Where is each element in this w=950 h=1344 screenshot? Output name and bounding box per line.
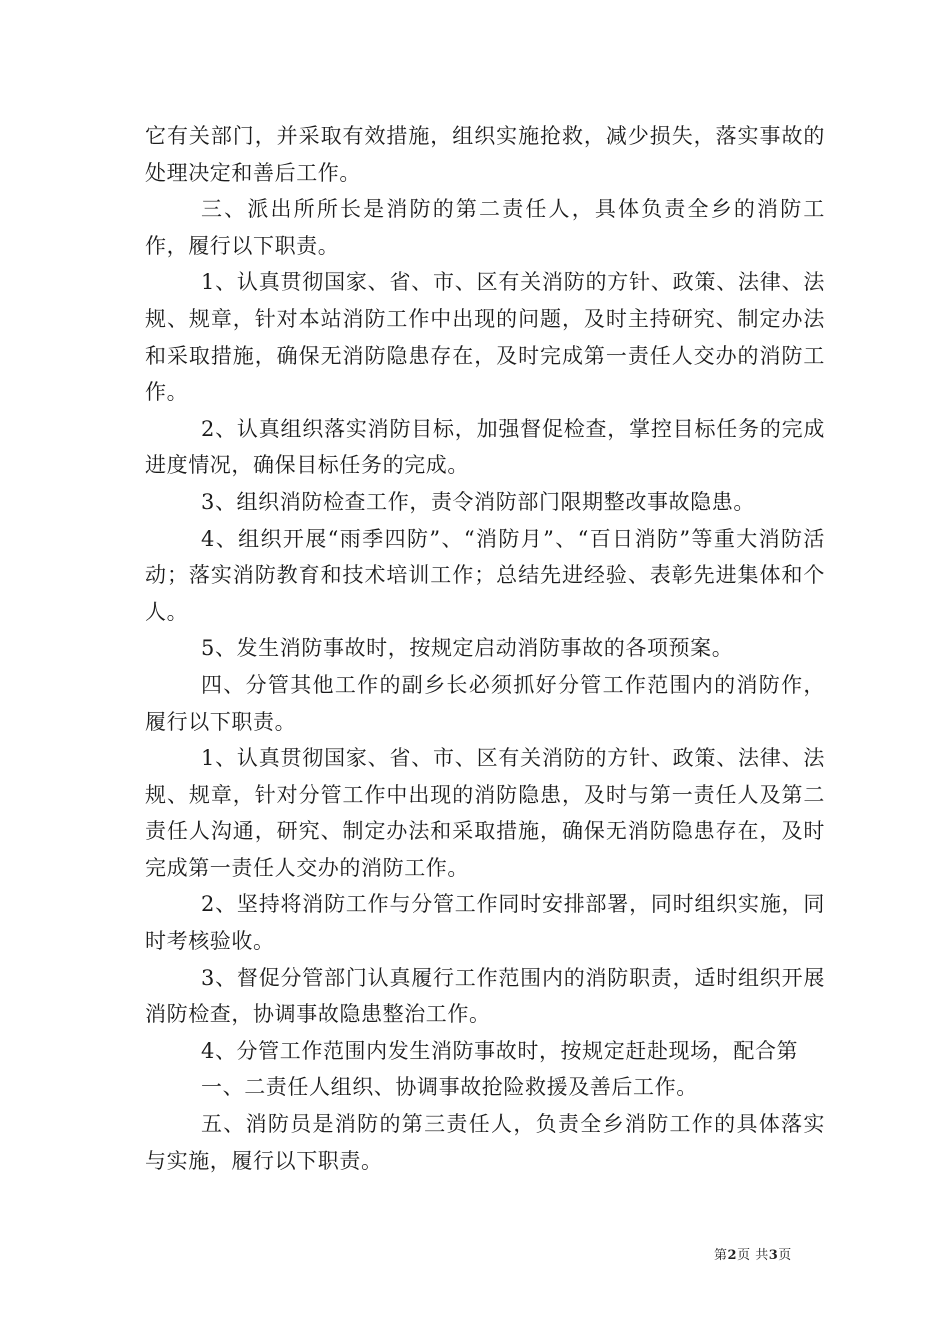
paragraph: 三、派出所所长是消防的第二责任人，具体负责全乡的消防工作，履行以下职责。 [145,197,825,258]
paragraph: 2、认真组织落实消防目标，加强督促检查，掌控目标任务的完成进度情况，确保目标任务的完成。 [145,416,825,478]
paragraph: 5、发生消防事故时，按规定启动消防事故的各项预案。 [201,636,734,661]
paragraph: 一、二责任人组织、协调事故抢险救援及善后工作。 [201,1075,698,1100]
footer-middle: 页 共 [737,1248,769,1263]
paragraph: 4、组织开展“雨季四防”、“消防月”、“百日消防”等重大消防活动；落实消防教育和技术培训工作；总结先进经验、表彰先进集体和个人。 [145,526,825,624]
paragraph: 3、督促分管部门认真履行工作范围内的消防职责，适时组织开展消防检查，协调事故隐患整治工作。 [145,965,825,1027]
paragraph: 五、消防员是消防的第三责任人，负责全乡消防工作的具体落实与实施，履行以下职责。 [145,1112,825,1173]
footer-prefix: 第 [714,1248,728,1263]
paragraph: 3、组织消防检查工作，责令消防部门限期整改事故隐患。 [201,489,755,514]
paragraph: 四、分管其他工作的副乡长必须抓好分管工作范围内的消防作，履行以下职责。 [145,672,825,734]
paragraph: 1、认真贯彻国家、省、市、区有关消防的方针、政策、法律、法规、规章，针对本站消防工作中出现的问题，及时主持研究、制定办法和采取措施，确保无消防隐患存在，及时完成第一责任人交办的消防工作。 [145,270,825,405]
paragraph: 4、分管工作范围内发生消防事故时，按规定赶赴现场，配合第 [201,1038,799,1063]
footer-suffix: 页 [778,1248,792,1263]
current-page-number: 2 [727,1248,738,1263]
paragraph: 2、坚持将消防工作与分管工作同时安排部署，同时组织实施，同时考核验收。 [145,892,825,954]
paragraph: 1、认真贯彻国家、省、市、区有关消防的方针、政策、法律、法规、规章，针对分管工作中出现的消防隐患，及时与第一责任人及第二责任人沟通，研究、制定办法和采取措施，确保无消防隐患存在，及时完成第一责任人交办的消防工作。 [145,746,825,880]
paragraph: 它有关部门，并采取有效措施，组织实施抢救，减少损失，落实事故的处理决定和善后工作。 [145,124,825,185]
document-body [145,118,825,1179]
page-number-footer [714,1244,792,1263]
total-pages-number: 3 [768,1248,779,1263]
